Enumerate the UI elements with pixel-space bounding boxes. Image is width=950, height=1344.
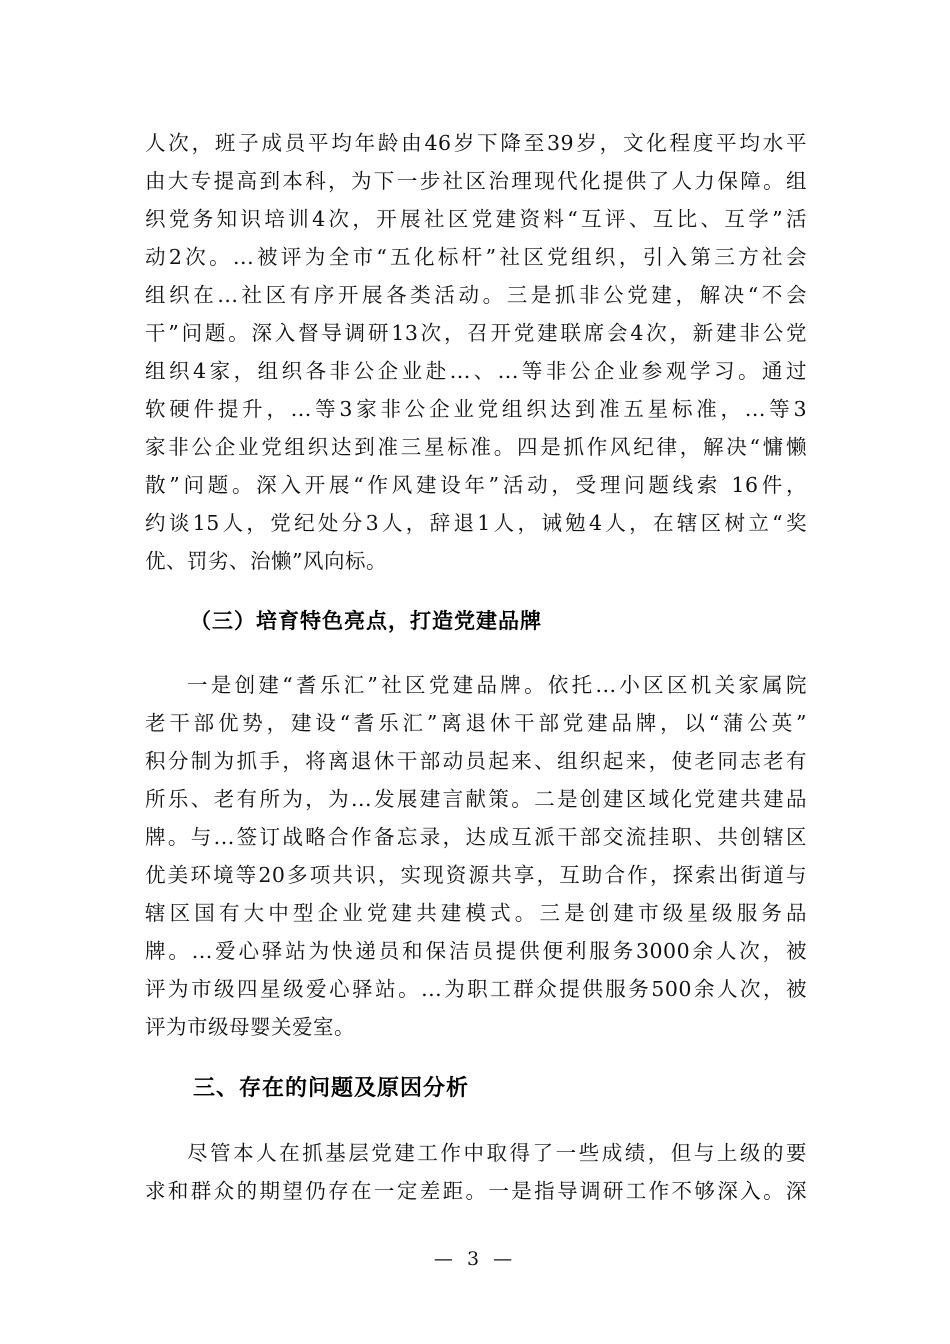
text-line: 求和群众的期望仍存在一定差距。一是指导调研工作不够深入。深 xyxy=(145,1179,807,1203)
text-line: 一是创建“耆乐汇”社区党建品牌。依托...小区区机关家属院 xyxy=(187,673,807,697)
text-line: 积分制为抓手，将离退休干部动员起来、组织起来，使老同志老有 xyxy=(145,749,807,773)
text-line: 尽管本人在抓基层党建工作中取得了一些成绩，但与上级的要 xyxy=(187,1141,807,1165)
text-line: 组织在...社区有序开展各类活动。三是抓非公党建，解决“不会 xyxy=(145,283,807,307)
text-line: 人次，班子成员平均年龄由46岁下降至39岁，文化程度平均水平 xyxy=(145,131,807,155)
text-line: 辖区国有大中型企业党建共建模式。三是创建市级星级服务品 xyxy=(145,901,807,925)
text-line: 动2次。...被评为全市“五化标杆”社区党组织，引入第三方社会 xyxy=(145,245,807,269)
text-line: 干”问题。深入督导调研13次，召开党建联席会4次，新建非公党 xyxy=(145,321,807,345)
text-line: 评为市级四星级爱心驿站。...为职工群众提供服务500余人次，被 xyxy=(145,977,807,1001)
text-line: 牌。...爱心驿站为快递员和保洁员提供便利服务3000余人次，被 xyxy=(145,939,807,963)
subsection-heading: （三）培育特色亮点，打造党建品牌 xyxy=(190,609,542,633)
page-number: — 3 — xyxy=(433,1248,517,1270)
text-line: 所乐、老有所为，为...发展建言献策。二是创建区域化党建共建品 xyxy=(145,787,807,811)
text-line: 老干部优势，建设“耆乐汇”离退休干部党建品牌，以“蒲公英” xyxy=(145,711,807,735)
text-line: 软硬件提升，...等3家非公企业党组织达到准五星标准，...等3 xyxy=(145,397,807,421)
text-line: 约谈15人，党纪处分3人，辞退1人，诫勉4人，在辖区树立“奖 xyxy=(145,511,807,535)
text-line: 优、罚劣、治懒”风向标。 xyxy=(145,549,387,573)
text-line: 织党务知识培训4次，开展社区党建资料“互评、互比、互学”活 xyxy=(145,207,807,231)
section-heading: 三、存在的问题及原因分析 xyxy=(193,1076,470,1101)
text-line: 散”问题。深入开展“作风建设年”活动，受理问题线索 16件， xyxy=(145,473,807,497)
text-line: 评为市级母婴关爱室。 xyxy=(145,1015,355,1039)
text-line: 牌。与...签订战略合作备忘录，达成互派干部交流挂职、共创辖区 xyxy=(145,825,807,849)
text-line: 优美环境等20多项共识，实现资源共享，互助合作，探索出街道与 xyxy=(145,863,807,887)
text-line: 家非公企业党组织达到准三星标准。四是抓作风纪律，解决“慵懒 xyxy=(145,435,807,459)
text-line: 由大专提高到本科，为下一步社区治理现代化提供了人力保障。组 xyxy=(145,169,807,193)
text-line: 组织4家，组织各非公企业赴...、...等非公企业参观学习。通过 xyxy=(145,359,807,383)
